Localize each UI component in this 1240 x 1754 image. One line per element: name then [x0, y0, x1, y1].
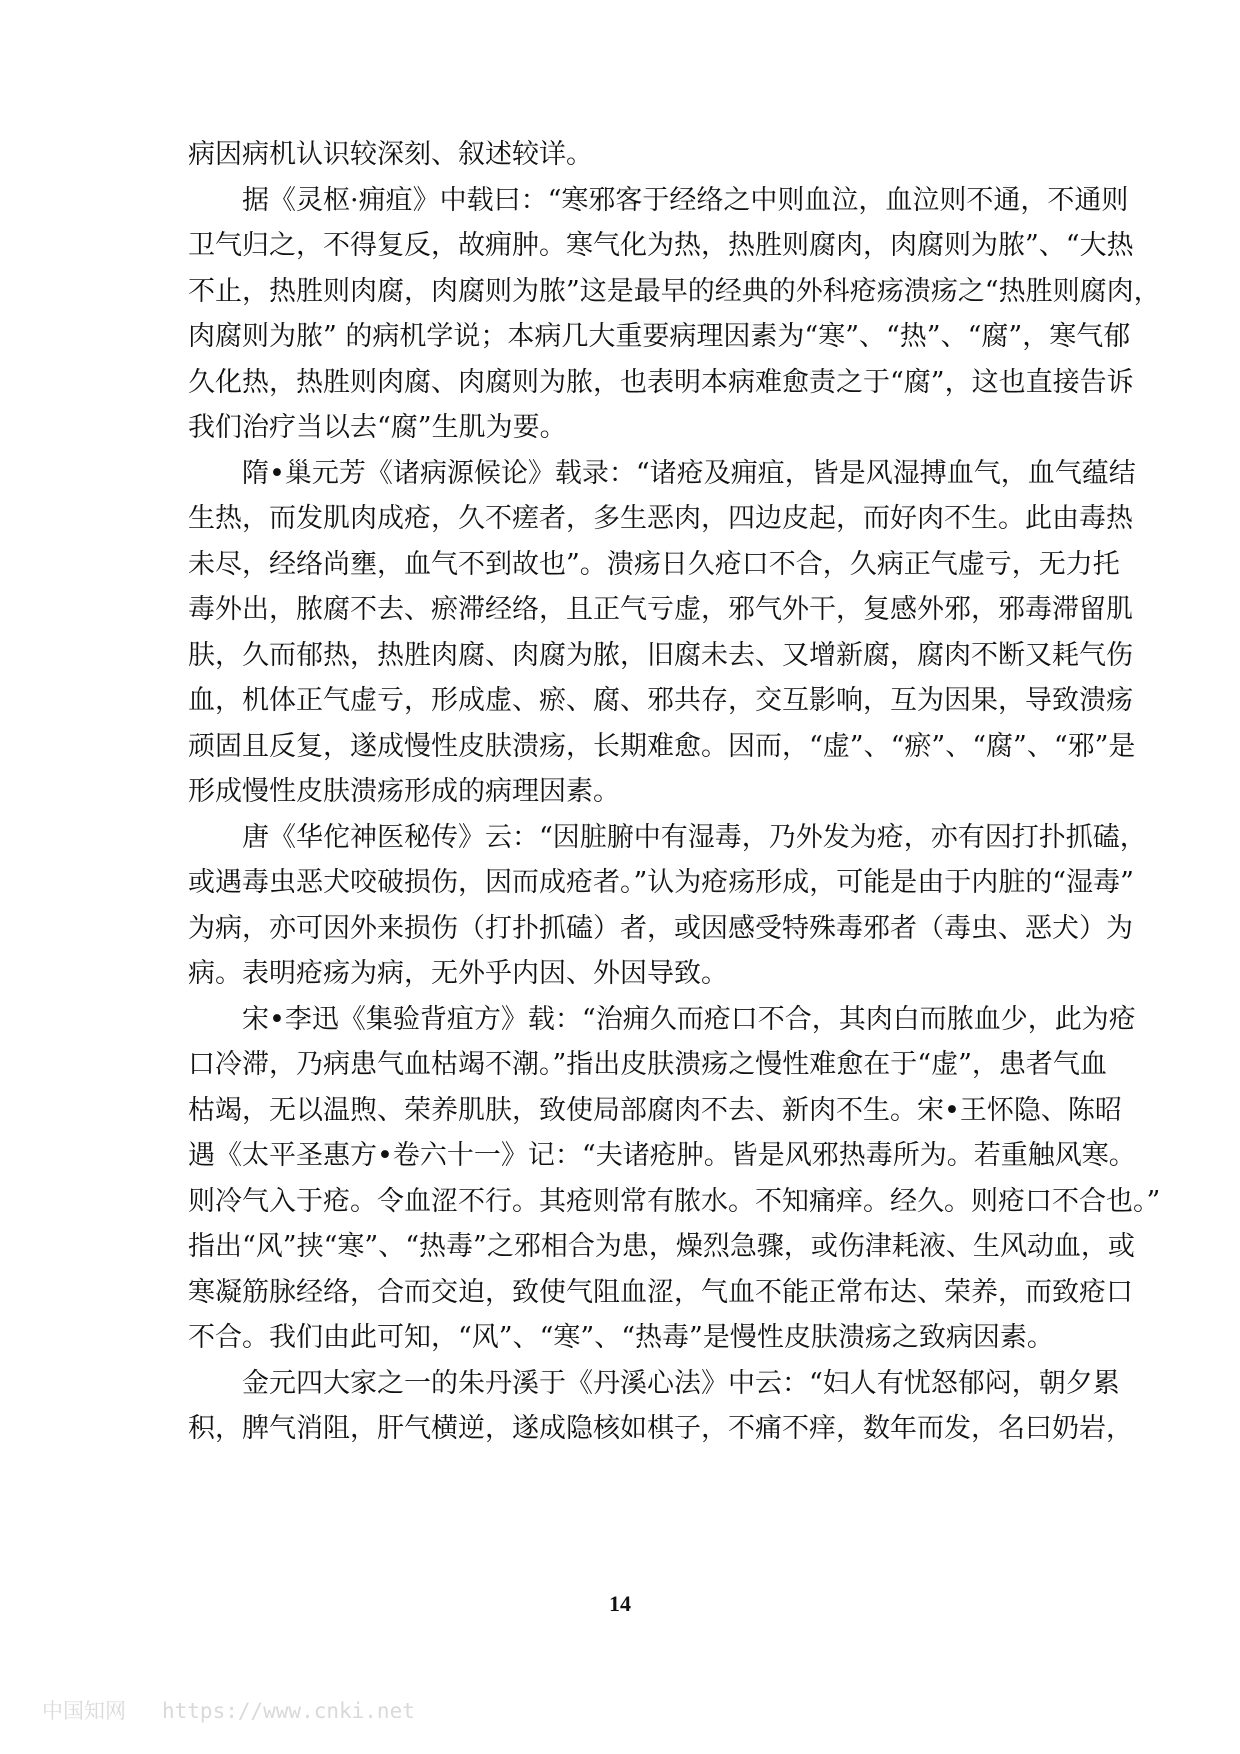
text-line: 为病，亦可因外来损伤（打扑抓磕）者，或因感受特殊毒邪者（毒虫、恶犬）为	[188, 912, 1133, 944]
text-line: 枯竭，无以温煦、荣养肌肤，致使局部腐肉不去、新肉不生。宋•王怀隐、陈昭	[188, 1094, 1122, 1126]
text-line: 肤，久而郁热，热胜肉腐、肉腐为脓，旧腐未去、又增新腐，腐肉不断又耗气伤	[188, 639, 1133, 671]
paragraph-first-line: 金元四大家之一的朱丹溪于《丹溪心法》中云：“妇人有忧怒郁闷，朝夕累	[242, 1367, 1120, 1399]
text-line: 不止，热胜则肉腐，肉腐则为脓”这是最早的经典的外科疮疡溃疡之“热胜则腐肉，	[188, 275, 1161, 307]
text-line: 顽固且反复，遂成慢性皮肤溃疡，长期难愈。因而，“虚”、“瘀”、“腐”、“邪”是	[188, 730, 1136, 762]
text-line: 久化热，热胜则肉腐、肉腐则为脓，也表明本病难愈责之于“腐”，这也直接告诉	[188, 366, 1134, 398]
document-body	[188, 139, 1161, 1460]
text-line: 我们治疗当以去“腐”生肌为要。	[188, 412, 567, 443]
text-line: 病因病机认识较深刻、叙述较详。	[188, 139, 593, 170]
text-line: 或遇毒虫恶犬咬破损伤，因而成疮者。”认为疮疡形成，可能是由于内脏的“湿毒”	[188, 867, 1134, 898]
watermark-logo-text: 中国知网	[42, 1699, 126, 1723]
paragraph-first-line: 唐《华佗神医秘传》云：“因脏腑中有湿毒，乃外发为疮，亦有因打扑抓磕，	[242, 821, 1147, 853]
text-line: 生热，而发肌肉成疮，久不瘥者，多生恶肉，四边皮起，而好肉不生。此由毒热	[188, 503, 1133, 534]
text-line: 口冷滞，乃病患气血枯竭不潮。”指出皮肤溃疡之慢性难愈在于“虚”，患者气血	[188, 1049, 1107, 1080]
paragraph-first-line: 宋•李迅《集验背疽方》载：“治痈久而疮口不合，其肉白而脓血少，此为疮	[242, 1003, 1136, 1035]
text-line: 寒凝筋脉经络，合而交迫，致使气阻血涩，气血不能正常布达、荣养，而致疮口	[188, 1276, 1133, 1308]
watermark-url: https://www.cnki.net	[162, 1699, 415, 1723]
text-line: 不合。我们由此可知，“风”、“寒”、“热毒”是慢性皮肤溃疡之致病因素。	[188, 1322, 1054, 1353]
text-line: 病。表明疮疡为病，无外乎内因、外因导致。	[188, 958, 728, 989]
text-line: 积，脾气消阻，肝气横逆，遂成隐核如棋子，不痛不痒，数年而发，名曰奶岩，	[188, 1413, 1133, 1444]
text-line: 形成慢性皮肤溃疡形成的病理因素。	[188, 776, 620, 807]
cnki-watermark	[42, 1695, 415, 1725]
text-line: 肉腐则为脓” 的病机学说；本病几大重要病理因素为“寒”、“热”、“腐”，寒气郁	[188, 321, 1131, 352]
text-line: 遇《太平圣惠方•卷六十一》记：“夫诸疮肿。皆是风邪热毒所为。若重触风寒。	[188, 1140, 1136, 1171]
text-line: 毒外出，脓腐不去、瘀滞经络，且正气亏虚，邪气外干，复感外邪，邪毒滞留肌	[188, 594, 1133, 625]
text-line: 则冷气入于疮。令血涩不行。其疮则常有脓水。不知痛痒。经久。则疮口不合也。”	[188, 1185, 1161, 1217]
paragraph-first-line: 隋•巢元芳《诸病源候论》载录：“诸疮及痈疽，皆是风湿搏血气，血气蕴结	[242, 457, 1136, 489]
text-line: 未尽，经络尚壅，血气不到故也”。溃疡日久疮口不合，久病正气虚亏，无力托	[188, 548, 1120, 580]
text-line: 卫气归之，不得复反，故痈肿。寒气化为热，热胜则腐肉，肉腐则为脓”、“大热	[188, 230, 1134, 261]
page-number: 14	[609, 1591, 631, 1616]
text-line: 血，机体正气虚亏，形成虚、瘀、腐、邪共存，交互影响，互为因果，导致溃疡	[188, 685, 1133, 716]
paragraph-first-line: 据《灵枢·痈疽》中载曰：“寒邪客于经络之中则血泣，血泣则不通，不通则	[242, 184, 1129, 216]
text-line: 指出“风”挟“寒”、“热毒”之邪相合为患，燥烈急骤，或伤津耗液、生风动血，或	[188, 1231, 1135, 1262]
